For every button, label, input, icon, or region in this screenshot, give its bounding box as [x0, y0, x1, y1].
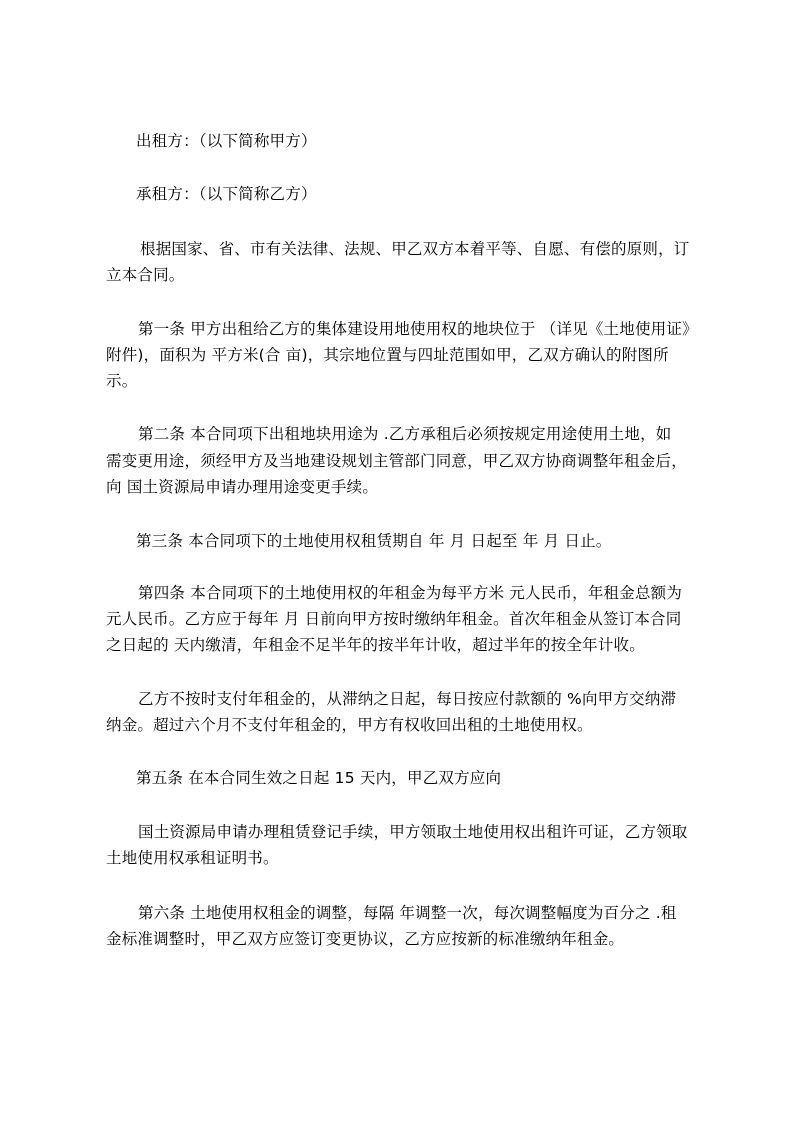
article4-line-1: 第四条 本合同项下的土地使用权的年租金为每平方米 元人民币，年租金总额为: [138, 584, 683, 602]
article6-line-1: 第六条 土地使用权租金的调整，每隔 年调整一次，每次调整幅度为百分之 .租: [138, 904, 677, 922]
article4-line-2: 元人民币。乙方应于每年 月 日前向甲方按时缴纳年租金。首次年租金从签订本合同: [106, 610, 682, 628]
article2-line-1: 第二条 本合同项下出租地块用途为 .乙方承租后必须按规定用途使用土地，如: [138, 425, 672, 443]
intro-line-1: 根据国家、省、市有关法律、法规、甲乙双方本着平等、自愿、有偿的原则，订: [140, 240, 690, 258]
lessor-line: 出租方：（以下简称甲方）: [136, 132, 317, 150]
article2-line-3: 向 国土资源局申请办理用途变更手续。: [106, 478, 379, 496]
article1-line-1: 第一条 甲方出租给乙方的集体建设用地使用权的地块位于 （详见《土地使用证》: [138, 320, 698, 338]
registration-line-1: 国土资源局申请办理租赁登记手续，甲方领取土地使用权出租许可证，乙方领取: [138, 823, 688, 841]
intro-line-2: 立本合同。: [106, 266, 185, 284]
article6-line-2: 金标准调整时，甲乙双方应签订变更协议，乙方应按新的标准缴纳年租金。: [106, 930, 625, 948]
lessee-line: 承租方：（以下简称乙方）: [136, 185, 317, 203]
late-payment-line-2: 纳金。超过六个月不支付年租金的，甲方有权收回出租的土地使用权。: [106, 716, 593, 734]
late-payment-line-1: 乙方不按时支付年租金的，从滞纳之日起，每日按应付款额的 %向甲方交纳滞: [138, 690, 677, 708]
article4-line-3: 之日起的 天内缴清，年租金不足半年的按半年计收，超过半年的按全年计收。: [106, 636, 645, 654]
article1-line-2: 附件)，面积为 平方米(合 亩)，其宗地位置与四址范围如甲，乙双方确认的附图所: [106, 346, 669, 364]
registration-line-2: 土地使用权承租证明书。: [106, 849, 279, 867]
article1-line-3: 示。: [106, 372, 138, 390]
article3-line-1: 第三条 本合同项下的土地使用权租赁期自 年 月 日起至 年 月 日止。: [136, 532, 612, 550]
article2-line-2: 需变更用途，须经甲方及当地建设规划主管部门同意，甲乙双方协商调整年租金后，: [106, 452, 687, 470]
article5-line-1: 第五条 在本合同生效之日起 15 天内，甲乙双方应向: [136, 769, 502, 787]
